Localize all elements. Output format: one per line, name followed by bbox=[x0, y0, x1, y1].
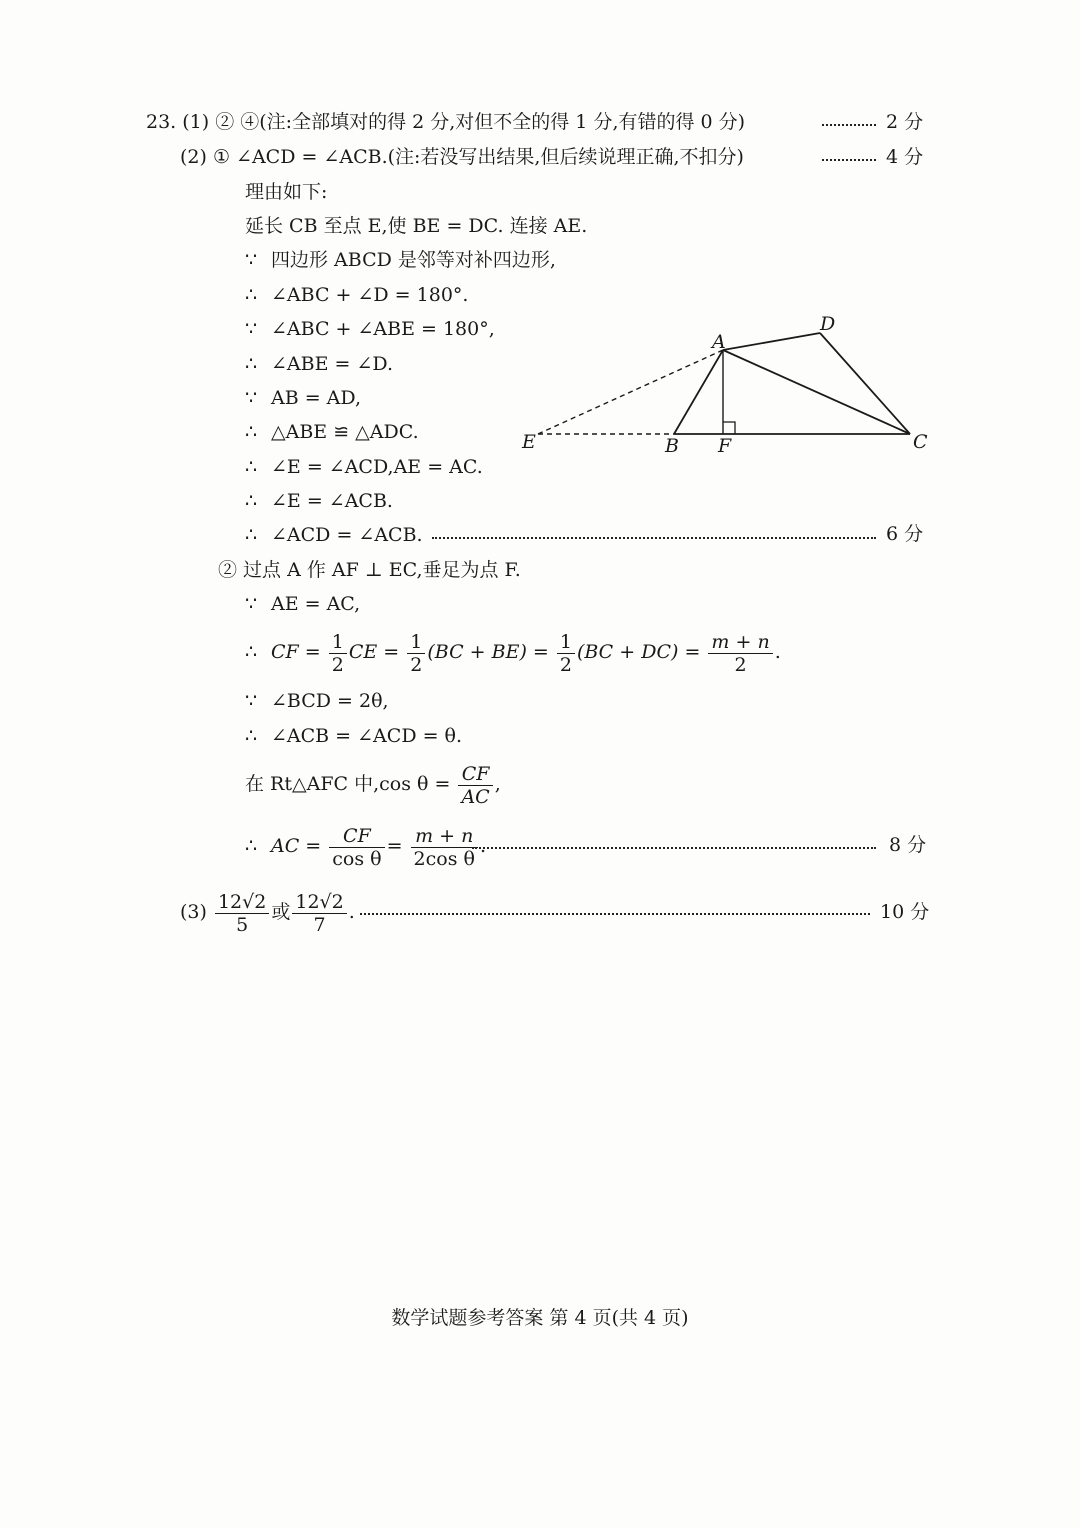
part1-line: 23. (1) ② ④(注:全部填对的得 2 分,对但不全的得 1 分,有错的得 0 分) bbox=[146, 111, 746, 133]
score-part2-2: 6 分 bbox=[886, 523, 924, 545]
segment-EA bbox=[538, 350, 723, 434]
proof-step: ∵ ∠BCD = 2θ, bbox=[245, 690, 389, 712]
rt-triangle-line: 在 Rt△AFC 中,cos θ = $\frac{CF}{AC}$ , bbox=[245, 762, 501, 808]
leader-dots bbox=[472, 847, 876, 849]
proof-step: ∴ ∠E = ∠ACD,AE = AC. bbox=[245, 456, 483, 478]
leader-dots bbox=[822, 124, 876, 126]
leader-dots bbox=[822, 159, 876, 161]
reason-line: 理由如下: bbox=[245, 181, 328, 203]
geometry-figure bbox=[510, 310, 930, 460]
page-footer: 数学试题参考答案 第 4 页(共 4 页) bbox=[391, 1307, 689, 1329]
proof-step: ∵ AB = AD, bbox=[245, 387, 361, 409]
cf-equation: ∴ CF = $\frac{1}{2}$ CE = $\frac{1}{2}$ (BC + BE) = $\frac{1}{2}$ (BC + DC) = $\frac{m + n}{2}$ . bbox=[245, 630, 781, 676]
label-D: D bbox=[820, 313, 836, 335]
proof-step: ∵ ∠ABC + ∠ABE = 180°, bbox=[245, 318, 495, 340]
part3-line: (3) $\frac{12√2}{5}$ 或 $\frac{12√2}{7}$ . bbox=[180, 890, 355, 936]
proof-step: ∴ ∠ABE = ∠D. bbox=[245, 353, 393, 375]
proof-step: ∴ ∠ACB = ∠ACD = θ. bbox=[245, 725, 463, 747]
leader-dots bbox=[360, 913, 870, 915]
extend-line: 延长 CB 至点 E,使 BE = DC. 连接 AE. bbox=[245, 215, 588, 237]
label-F: F bbox=[718, 435, 732, 457]
right-angle-mark bbox=[723, 422, 735, 434]
part2-2-intro: ② 过点 A 作 AF ⊥ EC,垂足为点 F. bbox=[218, 559, 521, 581]
score-part2-3: 8 分 bbox=[889, 834, 927, 856]
proof-step: ∵ AE = AC, bbox=[245, 593, 361, 615]
label-E: E bbox=[522, 431, 536, 453]
label-C: C bbox=[913, 431, 928, 453]
label-B: B bbox=[665, 435, 679, 457]
leader-dots bbox=[432, 537, 876, 539]
proof-step: ∵ 四边形 ABCD 是邻等对补四边形, bbox=[245, 249, 556, 271]
segment-AB bbox=[674, 350, 723, 434]
segment-AD bbox=[723, 333, 820, 350]
score-part3: 10 分 bbox=[880, 901, 930, 923]
label-A: A bbox=[712, 331, 726, 353]
proof-step: ∴ ∠ABC + ∠D = 180°. bbox=[245, 284, 469, 306]
proof-step: ∴ ∠ACD = ∠ACB. bbox=[245, 524, 423, 546]
score-part1: 2 分 bbox=[886, 111, 924, 133]
proof-step: ∴ △ABE ≌ △ADC. bbox=[245, 421, 419, 443]
segment-AC bbox=[723, 350, 910, 434]
segment-DC bbox=[820, 333, 910, 434]
score-part2-1: 4 分 bbox=[886, 146, 924, 168]
part2-line1: (2) ① ∠ACD = ∠ACB.(注:若没写出结果,但后续说理正确,不扣分) bbox=[180, 146, 744, 168]
ac-equation: ∴ AC = $\frac{CF}{\text{cos θ}}$ = $\frac{m + n}{\text{2cos θ}}$ . bbox=[245, 824, 486, 870]
proof-step: ∴ ∠E = ∠ACB. bbox=[245, 490, 393, 512]
